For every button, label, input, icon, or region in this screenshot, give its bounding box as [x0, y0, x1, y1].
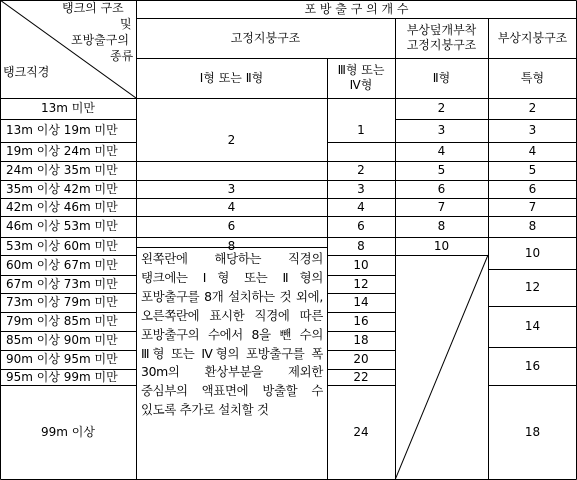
- cell-type34-count: 12: [353, 276, 369, 291]
- cell-floating-roof-count: 3: [528, 123, 537, 137]
- cell-type34-count: 6: [357, 219, 365, 233]
- cell-diameter: 42m 이상 46m 미만: [6, 199, 118, 214]
- cell-diameter: 46m 이상 53m 미만: [6, 219, 118, 233]
- cell-type34-count: 2: [357, 163, 365, 177]
- cell-diameter: 60m 이상 67m 미만: [6, 257, 118, 272]
- cell-floating-roof-count: 8: [528, 219, 537, 233]
- cell-floating-roof-count: 7: [528, 199, 537, 214]
- cell-diameter: 85m 이상 90m 미만: [6, 333, 118, 347]
- cell-diameter: 67m 이상 73m 미만: [6, 276, 118, 291]
- cell-type12-count: 8: [227, 238, 236, 253]
- cell-floating-cover-count: 2: [437, 101, 446, 115]
- cell-diameter: 35m 이상 42m 미만: [6, 181, 118, 196]
- corner-label-structure: 탱크의 구조: [62, 1, 124, 15]
- cell-diameter: 13m 이상 19m 미만: [6, 123, 118, 137]
- corner-label-and: 및: [120, 17, 132, 31]
- cell-diameter: 73m 이상 79m 미만: [6, 295, 118, 309]
- cell-type34-count: 14: [353, 295, 369, 309]
- cell-diameter: 19m 이상 24m 미만: [6, 144, 118, 158]
- cell-floating-cover-count: 8: [437, 219, 446, 233]
- cell-floating-roof-79-90: 14: [524, 319, 541, 333]
- cell-note-large-tank: 왼쪽란에 해당하는 직경의 탱크에는 Ⅰ형 또는 Ⅱ형의 포방출구를 8개 설치하는 것 외에, 오른쪽란에 표시한 직경에 따른 포방출구의 수에서 8을 뺀 수의 Ⅲ형 또는 Ⅳ형의 포방출구를 폭 30m의 환상부분을 제외한 중심부의 액표면에 방출할 수 있도록 추가로 설치할 것: [141, 251, 323, 418]
- cell-type34-small-merged: 1: [357, 123, 365, 137]
- cell-type34-count: 22: [353, 369, 369, 384]
- cell-floating-roof-99: 18: [524, 425, 541, 439]
- cell-floating-cover-count: 5: [437, 163, 446, 177]
- cell-floating-roof-count: 4: [528, 144, 537, 158]
- floating-cover-na-diagonal: [395, 255, 488, 480]
- header-floating-cover-line1: 부상덮개부착: [406, 23, 477, 37]
- cell-type12-small-merged: 2: [227, 132, 236, 147]
- header-floating-cover: [395, 18, 488, 58]
- cell-floating-cover-count: 7: [437, 199, 446, 214]
- cell-type12-count: 6: [227, 219, 236, 233]
- cell-floating-roof-count: 2: [528, 101, 537, 115]
- cell-type34-count: 24: [353, 425, 369, 439]
- cell-diameter: 53m 이상 60m 미만: [6, 238, 118, 253]
- cell-floating-roof-count: 5: [528, 163, 537, 177]
- header-floating-roof: 부상지붕구조: [497, 30, 568, 45]
- cell-floating-roof-67-79: 12: [524, 280, 541, 294]
- cell-floating-cover-count: 3: [437, 123, 446, 137]
- header-floating-roof-type: 특형: [520, 70, 545, 85]
- cell-floating-cover-count: 4: [437, 144, 446, 158]
- cell-type34-count: 18: [353, 333, 369, 347]
- cell-type34-count: 10: [353, 257, 369, 272]
- cell-diameter: 79m 이상 85m 미만: [6, 314, 118, 328]
- header-type-3-4-line2: Ⅳ형: [349, 78, 373, 92]
- corner-label-type: 종류: [110, 49, 134, 63]
- cell-diameter: 90m 이상 95m 미만: [6, 352, 118, 366]
- header-type-3-4: [327, 58, 395, 98]
- header-type-1-2: Ⅰ형 또는 Ⅱ형: [199, 70, 264, 85]
- cell-type34-count: 20: [353, 352, 369, 366]
- cell-floating-roof-53-67: 10: [524, 245, 541, 260]
- header-type-3-4-line1: Ⅲ형 또는: [337, 63, 385, 77]
- cell-floating-cover-count: 10: [433, 238, 450, 253]
- cell-floating-roof-90-99: 16: [524, 358, 541, 373]
- cell-type34-count: 16: [353, 314, 369, 328]
- cell-floating-cover-count: 6: [437, 181, 446, 196]
- header-fixed-roof: 고정지붕구조: [230, 30, 301, 45]
- cell-type34-count: 8: [357, 238, 365, 253]
- cell-floating-roof-count: 6: [528, 181, 537, 196]
- corner-label-outlet: 포방출구의: [71, 33, 129, 47]
- header-floating-cover-type: Ⅱ형: [432, 70, 451, 85]
- cell-diameter: 95m 이상 99m 미만: [6, 369, 118, 384]
- cell-diameter: 99m 이상: [41, 425, 95, 439]
- header-count-title: 포 방 출 구 의 개 수: [304, 1, 409, 16]
- cell-type34-count: 3: [357, 181, 365, 196]
- corner-label-diameter: 탱크직경: [3, 65, 50, 79]
- cell-type34-count: 4: [357, 199, 365, 214]
- header-floating-cover-line2: 고정지붕구조: [406, 38, 477, 52]
- cell-diameter: 13m 미만: [41, 101, 95, 115]
- cell-type12-count: 3: [227, 181, 236, 196]
- cell-type12-count: 4: [227, 199, 236, 214]
- cell-diameter: 24m 이상 35m 미만: [6, 163, 118, 177]
